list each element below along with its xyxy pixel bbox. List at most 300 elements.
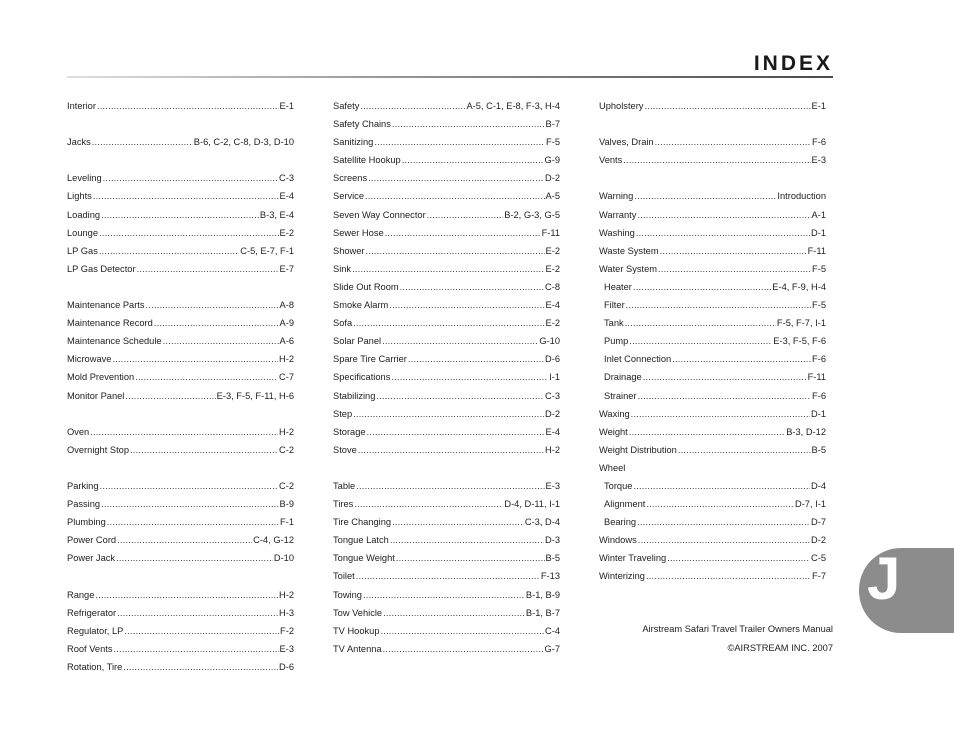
index-subentry[interactable] <box>599 350 826 368</box>
index-subentry[interactable] <box>599 513 826 531</box>
page-reference: E-2 <box>279 227 294 238</box>
index-term: Alignment <box>604 499 646 510</box>
index-subentry[interactable] <box>599 495 826 513</box>
page-reference: B-2, G-3, G-5 <box>504 209 560 220</box>
page-reference: F-13 <box>540 571 560 582</box>
index-entry[interactable] <box>333 115 560 133</box>
dot-leader <box>646 495 794 513</box>
page-reference: F-11 <box>807 245 826 256</box>
page-reference: C-5 <box>811 553 826 564</box>
index-term: Lounge <box>67 227 99 238</box>
index-subentry[interactable] <box>599 477 826 495</box>
index-column-2 <box>333 97 560 658</box>
page-reference: B-7 <box>545 119 560 130</box>
index-term: Tank <box>604 318 624 329</box>
index-entry[interactable] <box>67 350 294 368</box>
page-reference: C-2 <box>279 444 294 455</box>
page-reference: H-2 <box>279 354 294 365</box>
page-reference: C-7 <box>279 372 294 383</box>
index-term: Range <box>67 589 95 600</box>
index-subentry[interactable] <box>599 278 826 296</box>
page-reference: E-3 <box>811 155 826 166</box>
dot-leader <box>629 332 772 350</box>
page-reference: B-1, B-7 <box>525 607 560 618</box>
section-tab[interactable] <box>859 545 954 633</box>
dot-leader <box>365 187 545 205</box>
page-reference: B-9 <box>279 499 294 510</box>
dot-leader <box>123 658 278 676</box>
dot-leader <box>103 169 278 187</box>
index-term: Leveling <box>67 173 102 184</box>
dot-leader <box>117 531 252 549</box>
index-subentry[interactable] <box>599 296 826 314</box>
index-entry[interactable] <box>67 658 294 676</box>
index-term: Mold Prevention <box>67 372 135 383</box>
index-term: Slide Out Room <box>333 281 399 292</box>
index-term: Maintenance Record <box>67 318 153 329</box>
dot-leader <box>390 531 544 549</box>
page-reference: E-3 <box>545 480 560 491</box>
page-reference: E-2 <box>545 318 560 329</box>
page-reference: G-9 <box>544 155 560 166</box>
index-term: Satellite Hookup <box>333 155 401 166</box>
index-entry[interactable] <box>599 405 826 423</box>
index-entry[interactable] <box>67 513 294 531</box>
index-term: Passing <box>67 499 101 510</box>
index-entry[interactable] <box>67 477 294 495</box>
page-reference: A-5, C-1, E-8, F-3, H-4 <box>466 101 560 111</box>
dot-leader <box>633 278 771 296</box>
index-entry[interactable] <box>333 151 560 169</box>
index-entry[interactable] <box>67 332 294 350</box>
page-reference: A-8 <box>279 300 294 311</box>
index-term: Inlet Connection <box>604 354 672 365</box>
page-reference: B-5 <box>545 553 560 564</box>
page-reference: F-5 <box>812 300 826 311</box>
index-entry[interactable] <box>333 531 560 549</box>
page-reference: D-1 <box>811 227 826 238</box>
index-entry[interactable] <box>599 151 826 169</box>
index-column-3 <box>599 97 826 586</box>
index-subentry[interactable] <box>599 387 826 405</box>
page-reference: A-1 <box>811 209 826 220</box>
page-reference: D-4, D-11, I-1 <box>504 499 560 510</box>
index-term: Tire Changing <box>333 517 392 528</box>
dot-leader <box>385 224 541 242</box>
page-reference: C-3 <box>545 390 560 401</box>
page-reference: E-4 <box>545 426 560 437</box>
page-reference: E-1 <box>279 101 294 111</box>
page-reference: F-2 <box>280 625 294 636</box>
index-entry[interactable] <box>599 133 826 151</box>
index-term: Specifications <box>333 372 391 383</box>
page-reference: B-5 <box>811 444 826 455</box>
index-entry[interactable] <box>333 169 560 187</box>
page-reference: F-6 <box>812 354 826 365</box>
dot-leader <box>631 405 810 423</box>
index-term: Interior <box>67 101 96 111</box>
dot-leader <box>117 604 278 622</box>
page-reference: B-1, B-9 <box>525 589 560 600</box>
index-spacer <box>67 115 294 133</box>
index-term: Power Jack <box>67 553 116 564</box>
index-entry[interactable] <box>599 260 826 278</box>
index-entry[interactable] <box>67 133 294 151</box>
dot-leader <box>99 242 239 260</box>
index-entry[interactable] <box>333 368 560 386</box>
page-reference: F-5 <box>546 137 560 148</box>
dot-leader <box>626 296 811 314</box>
page-reference: E-1 <box>811 101 826 111</box>
page-reference: C-3 <box>279 173 294 184</box>
index-entry[interactable] <box>67 549 294 567</box>
index-term: Weight <box>599 426 628 437</box>
page-reference: D-2 <box>811 535 826 546</box>
index-entry[interactable] <box>67 260 294 278</box>
index-entry[interactable] <box>67 206 294 224</box>
dot-leader <box>658 260 811 278</box>
dot-leader <box>163 332 279 350</box>
index-term: Sanitizing <box>333 137 374 148</box>
index-term: Water System <box>599 263 658 274</box>
dot-leader <box>356 477 544 495</box>
index-entry[interactable] <box>333 423 560 441</box>
page-reference: E-2 <box>545 245 560 256</box>
dot-leader <box>99 224 279 242</box>
index-entry[interactable] <box>67 97 294 115</box>
dot-leader <box>146 296 279 314</box>
index-entry[interactable] <box>333 260 560 278</box>
page-reference: A-5 <box>545 191 560 202</box>
index-entry[interactable] <box>67 314 294 332</box>
index-entry[interactable] <box>333 441 560 459</box>
dot-leader <box>672 350 811 368</box>
page-reference: C-4 <box>545 625 560 636</box>
page-reference: D-6 <box>545 354 560 365</box>
index-entry[interactable] <box>333 387 560 405</box>
index-entry[interactable] <box>599 531 826 549</box>
index-entry[interactable] <box>333 586 560 604</box>
dot-leader <box>427 206 504 224</box>
index-term: Smoke Alarm <box>333 300 389 311</box>
dot-leader <box>116 549 273 567</box>
index-entry[interactable] <box>333 133 560 151</box>
index-entry[interactable] <box>333 513 560 531</box>
dot-leader <box>125 387 215 405</box>
dot-leader <box>636 224 810 242</box>
dot-leader <box>638 387 811 405</box>
page-reference: E-3, F-5, F-11, H-6 <box>216 390 294 401</box>
index-term: Heater <box>604 281 632 292</box>
dot-leader <box>154 314 279 332</box>
index-term: Stabilizing <box>333 390 376 401</box>
dot-leader <box>353 314 544 332</box>
index-entry[interactable] <box>67 187 294 205</box>
index-term: Maintenance Schedule <box>67 336 162 347</box>
index-term: Safety <box>333 101 360 111</box>
index-entry[interactable] <box>67 368 294 386</box>
page-reference: E-3, F-5, F-6 <box>773 336 826 347</box>
dot-leader <box>135 368 278 386</box>
dot-leader <box>623 151 810 169</box>
index-term: Waxing <box>599 408 630 419</box>
dot-leader <box>130 441 278 459</box>
index-term: Shower <box>333 245 365 256</box>
index-term: Valves, Drain <box>599 137 654 148</box>
dot-leader <box>678 441 811 459</box>
index-term: Jacks <box>67 137 91 148</box>
page-reference: F-11 <box>541 227 560 238</box>
index-spacer <box>67 151 294 169</box>
page-reference: F-1 <box>280 517 294 528</box>
page-reference: G-10 <box>539 336 560 347</box>
index-term: Wheel <box>599 462 626 473</box>
index-term: Stove <box>333 444 357 455</box>
index-term: Maintenance Parts <box>67 300 145 311</box>
index-subentry[interactable] <box>599 314 826 332</box>
index-entry[interactable] <box>333 314 560 332</box>
index-term: Warning <box>599 191 634 202</box>
page-reference: F-7 <box>812 571 826 582</box>
index-entry[interactable] <box>333 332 560 350</box>
index-entry[interactable] <box>333 549 560 567</box>
index-term: Pump <box>604 336 629 347</box>
index-entry[interactable] <box>67 296 294 314</box>
page-reference: D-2 <box>545 408 560 419</box>
page-title: INDEX <box>753 52 833 75</box>
index-entry[interactable] <box>333 640 560 658</box>
dot-leader <box>383 640 544 658</box>
page-reference: B-3, D-12 <box>786 426 826 437</box>
index-term: Winterizing <box>599 571 645 582</box>
index-entry[interactable] <box>333 405 560 423</box>
index-entry[interactable] <box>333 350 560 368</box>
index-term: Drainage <box>604 372 642 383</box>
dot-leader <box>637 513 810 531</box>
index-entry[interactable] <box>599 567 826 585</box>
index-entry[interactable] <box>67 169 294 187</box>
index-term: Parking <box>67 480 99 491</box>
index-entry[interactable] <box>599 224 826 242</box>
index-term: Microwave <box>67 354 112 365</box>
index-entry[interactable] <box>599 441 826 459</box>
index-term: Filter <box>604 300 625 311</box>
index-spacer <box>67 459 294 477</box>
index-entry[interactable] <box>333 278 560 296</box>
page-reference: D-2 <box>545 173 560 184</box>
index-entry[interactable] <box>67 640 294 658</box>
index-term: LP Gas Detector <box>67 263 136 274</box>
page-reference: A-9 <box>279 318 294 329</box>
index-entry[interactable] <box>333 567 560 585</box>
dot-leader <box>391 368 548 386</box>
index-entry[interactable] <box>333 97 560 115</box>
page-reference: C-2 <box>279 480 294 491</box>
index-entry[interactable] <box>333 495 560 513</box>
index-entry[interactable] <box>333 296 560 314</box>
dot-leader <box>95 586 278 604</box>
index-term: Regulator, LP <box>67 625 124 636</box>
index-term: Seven Way Connector <box>333 209 426 220</box>
index-entry[interactable] <box>67 224 294 242</box>
index-subentry[interactable] <box>599 332 826 350</box>
dot-leader <box>352 260 544 278</box>
index-term: Safety Chains <box>333 119 391 130</box>
index-spacer <box>67 567 294 585</box>
dot-leader <box>354 495 503 513</box>
dot-leader <box>363 586 525 604</box>
page-reference: C-4, G-12 <box>253 535 294 546</box>
dot-leader <box>107 513 279 531</box>
page-reference: C-3, D-4 <box>524 517 560 528</box>
dot-leader <box>90 423 278 441</box>
page-reference: A-6 <box>279 336 294 347</box>
section-tab-letter: J <box>867 545 901 612</box>
page-reference: D-7 <box>811 517 826 528</box>
index-entry[interactable] <box>67 495 294 513</box>
index-spacer <box>599 115 826 133</box>
page-reference: E-4 <box>279 191 294 202</box>
index-entry[interactable] <box>599 459 826 477</box>
index-term: Bearing <box>604 517 637 528</box>
dot-leader <box>112 350 278 368</box>
index-term: Strainer <box>604 390 637 401</box>
index-entry[interactable] <box>333 477 560 495</box>
index-entry[interactable] <box>67 604 294 622</box>
page-reference: I-1 <box>549 372 560 383</box>
dot-leader <box>392 513 524 531</box>
index-entry[interactable] <box>599 97 826 115</box>
index-term: Oven <box>67 426 90 437</box>
dot-leader <box>374 133 545 151</box>
dot-leader <box>633 477 810 495</box>
page-reference: D-6 <box>279 661 294 672</box>
index-term: Step <box>333 408 353 419</box>
index-term: Roof Vents <box>67 643 113 654</box>
page-reference: H-2 <box>279 589 294 600</box>
dot-leader <box>368 169 544 187</box>
page-reference: Introduction <box>777 191 826 202</box>
index-entry[interactable] <box>333 187 560 205</box>
dot-leader <box>356 567 540 585</box>
dot-leader <box>353 405 544 423</box>
dot-leader <box>408 350 544 368</box>
index-term: LP Gas <box>67 245 98 256</box>
dot-leader <box>360 97 465 115</box>
index-term: Loading <box>67 209 101 220</box>
page-reference: D-3 <box>545 535 560 546</box>
dot-leader <box>367 423 545 441</box>
page-reference: D-7, I-1 <box>795 499 826 510</box>
index-term: Overnight Stop <box>67 444 130 455</box>
index-entry[interactable] <box>599 187 826 205</box>
index-term: Washing <box>599 227 635 238</box>
page-reference: H-3 <box>279 607 294 618</box>
page-reference: B-6, C-2, C-8, D-3, D-10 <box>193 137 294 148</box>
copyright: ©AIRSTREAM INC. 2007 <box>727 643 833 653</box>
index-term: Weight Distribution <box>599 444 677 455</box>
index-entry[interactable] <box>67 531 294 549</box>
index-entry[interactable] <box>67 586 294 604</box>
page-reference: F-6 <box>812 390 826 401</box>
index-entry[interactable] <box>333 206 560 224</box>
index-entry[interactable] <box>333 622 560 640</box>
dot-leader <box>400 278 544 296</box>
index-term: Tongue Weight <box>333 553 395 564</box>
page-reference: G-7 <box>544 643 560 654</box>
page-reference: D-1 <box>811 408 826 419</box>
dot-leader <box>381 622 545 640</box>
dot-leader <box>655 133 811 151</box>
index-term: Monitor Panel <box>67 390 125 401</box>
page-reference: H-2 <box>279 426 294 437</box>
dot-leader <box>660 242 807 260</box>
index-entry[interactable] <box>67 387 294 405</box>
index-term: Solar Panel <box>333 336 382 347</box>
index-entry[interactable] <box>599 423 826 441</box>
dot-leader <box>376 387 544 405</box>
index-term: Vents <box>599 155 623 166</box>
index-term: Power Cord <box>67 535 117 546</box>
index-term: Toilet <box>333 571 355 582</box>
page-reference: D-10 <box>273 553 294 564</box>
index-term: Storage <box>333 426 366 437</box>
index-term: Table <box>333 480 356 491</box>
index-entry[interactable] <box>67 242 294 260</box>
index-entry[interactable] <box>333 604 560 622</box>
dot-leader <box>634 187 776 205</box>
header-rule <box>67 76 833 78</box>
index-term: Torque <box>604 480 633 491</box>
index-spacer <box>333 459 560 477</box>
dot-leader <box>101 495 278 513</box>
dot-leader <box>625 314 776 332</box>
index-entry[interactable] <box>67 423 294 441</box>
index-entry[interactable] <box>599 206 826 224</box>
page-reference: E-3 <box>279 643 294 654</box>
index-term: Windows <box>599 535 637 546</box>
index-term: Refrigerator <box>67 607 117 618</box>
dot-leader <box>644 97 810 115</box>
page-reference: B-3, E-4 <box>259 209 294 220</box>
page-reference: E-4 <box>545 300 560 311</box>
index-term: Tow Vehicle <box>333 607 383 618</box>
dot-leader <box>396 549 545 567</box>
page-reference: C-5, E-7, F-1 <box>240 245 294 256</box>
page-reference: C-8 <box>545 281 560 292</box>
index-subentry[interactable] <box>599 368 826 386</box>
dot-leader <box>383 604 525 622</box>
index-term: Tires <box>333 499 354 510</box>
page-reference: H-2 <box>545 444 560 455</box>
index-entry[interactable] <box>67 622 294 640</box>
index-entry[interactable] <box>333 224 560 242</box>
index-term: Warranty <box>599 209 637 220</box>
index-entry[interactable] <box>599 242 826 260</box>
page-reference: F-5 <box>812 263 826 274</box>
index-term: TV Hookup <box>333 625 380 636</box>
index-entry[interactable] <box>333 242 560 260</box>
index-entry[interactable] <box>599 549 826 567</box>
dot-leader <box>646 567 811 585</box>
index-term: Upholstery <box>599 101 644 111</box>
index-spacer <box>67 405 294 423</box>
index-entry[interactable] <box>67 441 294 459</box>
index-term: Spare Tire Carrier <box>333 354 407 365</box>
page-reference: E-7 <box>279 263 294 274</box>
index-term: Plumbing <box>67 517 106 528</box>
dot-leader <box>113 640 278 658</box>
